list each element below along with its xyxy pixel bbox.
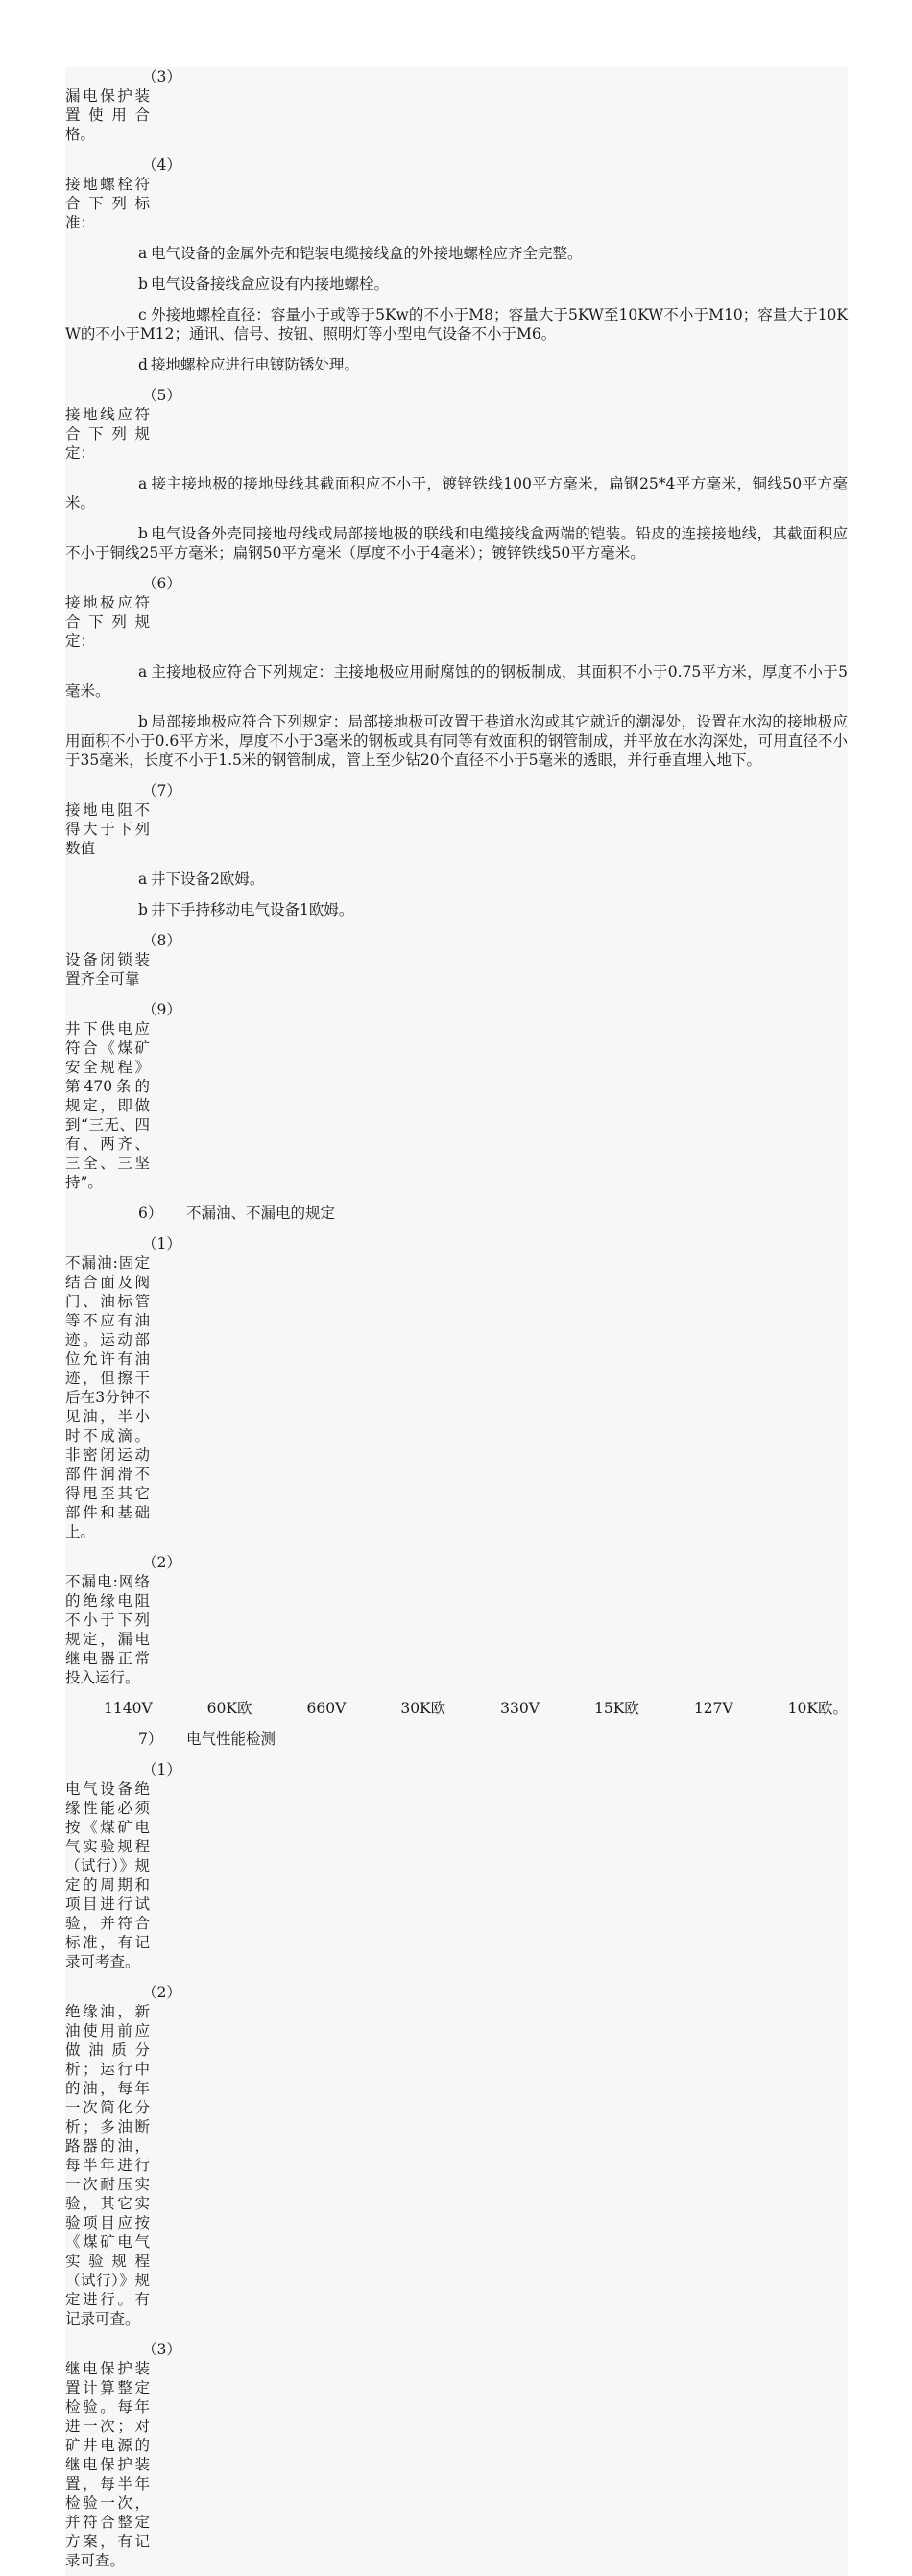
list-marker: 6） xyxy=(138,1205,163,1222)
paragraph xyxy=(65,1760,181,1971)
paragraph-text: 接地电阻不得大于下列数值 xyxy=(65,801,150,857)
paragraph xyxy=(65,524,848,562)
list-marker: c xyxy=(138,306,147,323)
resistance-value: 30K欧 xyxy=(400,1700,446,1717)
paragraph-text: 绝缘油，新油使用前应做油质分析；运行中的油，每年一次简化分析；多油断路器的油，每半年进行一次耐压实验，其它实验项目应按《煤矿电气实验规程（试行）》规定进行。有记录可查。 xyxy=(65,2003,150,2327)
paragraph-text: 电气设备的金属外壳和铠装电缆接线盒的外接地螺栓应齐全完整。 xyxy=(151,245,583,262)
paragraph-text: 主接地极应符合下列规定：主接地极应用耐腐蚀的的钢板制成，其面积不小于0.75平方米，厚度不小于5毫米。 xyxy=(65,663,848,700)
list-marker: （4） xyxy=(142,156,181,174)
resistance-value: 15K欧 xyxy=(593,1700,639,1717)
list-marker: （6） xyxy=(142,575,181,592)
list-marker: a xyxy=(138,245,148,262)
resistance-value: 60K欧 xyxy=(206,1700,252,1717)
paragraph-text: 漏电保护装置使用合格。 xyxy=(65,87,150,143)
paragraph xyxy=(65,1553,181,1687)
section-after xyxy=(65,1729,848,2576)
paragraph-text: 井下手持移动电气设备1欧姆。 xyxy=(151,901,354,918)
paragraph-text: 接地线应符合下列规定： xyxy=(65,406,150,462)
paragraph xyxy=(65,900,848,919)
paragraph-text: 设备闭锁装置齐全可靠 xyxy=(65,951,150,988)
list-marker: （3） xyxy=(142,68,181,85)
list-marker: （2） xyxy=(142,1984,181,2001)
paragraph-text: 继电保护装置计算整定检验。每年进一次；对矿井电源的继电保护装置，每半年检验一次，并符合整定方案，有记录可查。 xyxy=(65,2360,150,2569)
list-marker: a xyxy=(138,871,148,888)
list-marker: d xyxy=(138,356,148,373)
paragraph xyxy=(65,1204,848,1223)
paragraph-text: 井下供电应符合《煤矿安全规程》第470条的规定，即做到“三无、四有、两齐、三全、三坚持”。 xyxy=(65,1020,150,1191)
paragraph xyxy=(65,305,848,344)
paragraph xyxy=(65,1000,181,1192)
list-marker: （2） xyxy=(142,1554,181,1571)
paragraph-text: 不漏油:固定结合面及阀门、油标管等不应有油迹。运动部位允许有油迹，但擦干后在3分钟不见油，半小时不成滴。非密闭运动部件润滑不得甩至其它部件和基础上。 xyxy=(65,1254,150,1540)
section-before xyxy=(65,67,848,1687)
paragraph xyxy=(65,2340,181,2576)
paragraph xyxy=(65,931,181,989)
list-marker: （5） xyxy=(142,387,181,404)
paragraph xyxy=(65,574,181,651)
paragraph xyxy=(65,781,181,858)
list-marker: b xyxy=(138,525,148,542)
paragraph-text: 接地螺栓符合下列标准： xyxy=(65,176,150,231)
list-marker: （1） xyxy=(142,1235,181,1252)
paragraph-text: 井下设备2欧姆。 xyxy=(151,871,265,888)
paragraph-text: 接主接地极的接地母线其截面积应不小于，镀锌铁线100平方毫米，扁钢25*4平方毫米，铜线50平方毫米。 xyxy=(65,475,848,512)
paragraph xyxy=(65,386,181,463)
list-marker: （3） xyxy=(142,2341,181,2358)
voltage-resistance-row xyxy=(65,1699,848,1718)
paragraph-text: 电气设备外壳同接地母线或局部接地极的联线和电缆接线盒两端的铠装。铅皮的连接接地线，其截面积应不小于铜线25平方毫米；扁钢50平方毫米（厚度不小于4毫米）；镀锌铁线50平方毫米。 xyxy=(65,525,848,561)
paragraph xyxy=(65,662,848,701)
voltage-value: 127V xyxy=(693,1700,733,1717)
list-marker: b xyxy=(138,275,148,293)
document-page xyxy=(65,67,848,2576)
list-marker: b xyxy=(138,901,148,918)
paragraph xyxy=(65,1234,181,1541)
list-marker: （9） xyxy=(142,1001,181,1018)
paragraph-text: 电气性能检测 xyxy=(186,1730,276,1748)
list-marker: 7） xyxy=(138,1730,163,1748)
list-marker: （7） xyxy=(142,782,181,799)
paragraph-text: 局部接地极应符合下列规定：局部接地极可改置于巷道水沟或其它就近的潮湿处，设置在水沟的接地极应用面积不小于0.6平方米，厚度不小于3毫米的钢板或具有同等有效面积的钢管制成，并平放在水沟深处，可用直径不小于35毫米，长度不小于1.5米的钢管制成，管上至少钻20个直径不小于5毫米的透眼，并行垂直埋入地下。 xyxy=(65,713,848,769)
paragraph xyxy=(65,870,848,889)
paragraph xyxy=(65,355,848,374)
paragraph-text: 外接地螺栓直径：容量小于或等于5Kw的不小于M8；容量大于5KW至10KW不小于M10；容量大于10KW的不小于M12；通讯、信号、按钮、照明灯等小型电气设备不小于M6。 xyxy=(65,306,848,343)
paragraph-text: 不漏油、不漏电的规定 xyxy=(186,1205,336,1222)
paragraph xyxy=(65,1983,181,2328)
paragraph-text: 不漏电:网络的绝缘电阻不小于下列规定，漏电继电器正常投入运行。 xyxy=(65,1573,150,1686)
paragraph-text: 接地螺栓应进行电镀防锈处理。 xyxy=(151,356,360,373)
paragraph-text: 电气设备绝缘性能必须按《煤矿电气实验规程（试行）》规定的周期和项目进行试验，并符合标准，有记录可考查。 xyxy=(65,1780,150,1970)
paragraph xyxy=(65,474,848,513)
paragraph xyxy=(65,67,181,144)
paragraph xyxy=(65,274,848,294)
list-marker: a xyxy=(138,663,148,680)
voltage-value: 330V xyxy=(500,1700,540,1717)
resistance-value: 10K欧。 xyxy=(787,1700,848,1717)
paragraph xyxy=(65,155,181,232)
list-marker: b xyxy=(138,713,148,730)
paragraph xyxy=(65,1729,848,1749)
paragraph xyxy=(65,712,848,770)
paragraph-text: 接地极应符合下列规定： xyxy=(65,594,150,650)
paragraph xyxy=(65,244,848,263)
voltage-value: 1140V xyxy=(104,1700,153,1717)
paragraph-text: 电气设备接线盒应设有内接地螺栓。 xyxy=(151,275,390,293)
list-marker: a xyxy=(138,475,148,492)
list-marker: （8） xyxy=(142,932,181,949)
voltage-value: 660V xyxy=(306,1700,347,1717)
list-marker: （1） xyxy=(142,1761,181,1778)
